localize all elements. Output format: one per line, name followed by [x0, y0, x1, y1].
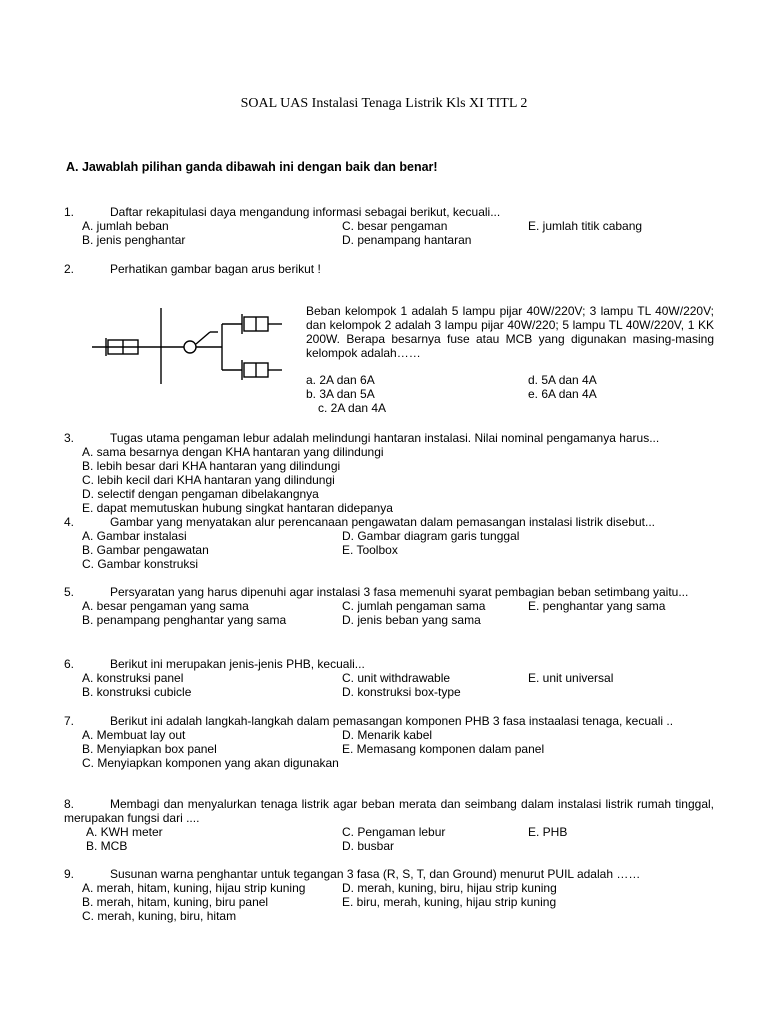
option-d: D. jenis beban yang sama [342, 613, 481, 627]
question-number: 2. [64, 262, 75, 276]
option-d: D. merah, kuning, biru, hijau strip kuning [342, 881, 557, 895]
question-3 [64, 431, 714, 515]
circuit-diagram [86, 300, 286, 390]
option-c: C. lebih kecil dari KHA hantaran yang dilindungi [82, 473, 335, 487]
option-a: A. sama besarnya dengan KHA hantaran yang dilindungi [82, 445, 384, 459]
option-e: E. dapat memutuskan hubung singkat hantaran didepanya [82, 501, 393, 515]
question-2-description: Beban kelompok 1 adalah 5 lampu pijar 40W/220V; 3 lampu TL 40W/220V; dan kelompok 2 adalah 3 lampu pijar 40W/220; 5 lampu TL 40W/220V, 1 KK 200W. Berapa besarnya fuse atau MCB yang digunakan masing-masing kelompok adalah…… [306, 304, 714, 360]
question-number: 8. [64, 797, 75, 811]
option-e: E. Toolbox [342, 543, 398, 557]
option-e: e. 6A dan 4A [528, 387, 597, 401]
option-a: A. merah, hitam, kuning, hijau strip kuning [82, 881, 306, 895]
option-a: A. jumlah beban [82, 219, 169, 233]
question-6 [64, 657, 714, 699]
question-9 [64, 867, 714, 923]
question-number: 5. [64, 585, 75, 599]
option-b: B. merah, hitam, kuning, biru panel [82, 895, 269, 909]
option-b: B. konstruksi cubicle [82, 685, 192, 699]
option-b: B. lebih besar dari KHA hantaran yang dilindungi [82, 459, 341, 473]
option-b: b. 3A dan 5A [306, 387, 375, 401]
question-8 [64, 797, 714, 853]
option-e: E. unit universal [528, 671, 614, 685]
question-text: Berikut ini adalah langkah-langkah dalam pemasangan komponen PHB 3 fasa instaalasi tenaga, kecuali .. [110, 714, 674, 728]
question-text: Berikut ini merupakan jenis-jenis PHB, kecuali... [110, 657, 365, 671]
option-e: E. penghantar yang sama [528, 599, 666, 613]
question-number: 7. [64, 714, 75, 728]
option-e: E. PHB [528, 825, 568, 839]
question-number: 3. [64, 431, 75, 445]
question-text: Susunan warna penghantar untuk tegangan 3 fasa (R, S, T, dan Ground) menurut PUIL adalah …… [110, 867, 641, 881]
option-c: C. Pengaman lebur [342, 825, 446, 839]
question-2-options [306, 374, 716, 416]
option-e: E. biru, merah, kuning, hijau strip kuning [342, 895, 557, 909]
option-c: C. merah, kuning, biru, hitam [82, 909, 237, 923]
question-number: 4. [64, 515, 75, 529]
question-2 [64, 262, 714, 276]
option-b: B. Gambar pengawatan [82, 543, 209, 557]
option-c: C. jumlah pengaman sama [342, 599, 486, 613]
question-text: Membagi dan menyalurkan tenaga listrik agar beban merata dan seimbang dalam instalasi listrik rumah tinggal, merupakan fungsi dari .... [64, 797, 714, 825]
option-c: C. Menyiapkan komponen yang akan digunakan [82, 756, 339, 770]
option-d: D. busbar [342, 839, 395, 853]
question-number: 6. [64, 657, 75, 671]
question-text: Persyaratan yang harus dipenuhi agar instalasi 3 fasa memenuhi syarat pembagian beban setimbang yaitu... [110, 585, 689, 599]
option-a: A. Gambar instalasi [82, 529, 187, 543]
question-text: Gambar yang menyatakan alur perencanaan pengawatan dalam pemasangan instalasi listrik disebut... [110, 515, 655, 529]
option-b: B. MCB [86, 839, 128, 853]
question-text: Tugas utama pengaman lebur adalah melindungi hantaran instalasi. Nilai nominal pengamanya harus... [110, 431, 660, 445]
section-heading: A. Jawablah pilihan ganda dibawah ini dengan baik dan benar! [66, 160, 438, 174]
question-text: Daftar rekapitulasi daya mengandung informasi sebagai berikut, kecuali... [110, 205, 501, 219]
option-d: D. penampang hantaran [342, 233, 472, 247]
option-b: B. penampang penghantar yang sama [82, 613, 287, 627]
option-e: E. jumlah titik cabang [528, 219, 643, 233]
option-c: C. unit withdrawable [342, 671, 451, 685]
option-d: d. 5A dan 4A [528, 373, 597, 387]
question-1 [64, 205, 714, 247]
option-a: a. 2A dan 6A [306, 373, 375, 387]
page-title: SOAL UAS Instalasi Tenaga Listrik Kls XI TITL 2 [240, 96, 528, 111]
option-d: D. Menarik kabel [342, 728, 433, 742]
option-c: c. 2A dan 4A [318, 401, 387, 415]
question-7 [64, 714, 714, 770]
question-text: Perhatikan gambar bagan arus berikut ! [110, 262, 321, 276]
option-d: D. selectif dengan pengaman dibelakangnya [82, 487, 319, 501]
option-a: A. besar pengaman yang sama [82, 599, 249, 613]
question-number: 1. [64, 205, 75, 219]
option-b: B. Menyiapkan box panel [82, 742, 217, 756]
option-c: C. besar pengaman [342, 219, 448, 233]
option-a: A. Membuat lay out [82, 728, 186, 742]
option-e: E. Memasang komponen dalam panel [342, 742, 545, 756]
question-number: 9. [64, 867, 75, 881]
option-a: A. konstruksi panel [82, 671, 184, 685]
option-a: A. KWH meter [86, 825, 163, 839]
question-5 [64, 585, 714, 627]
option-d: D. Gambar diagram garis tunggal [342, 529, 520, 543]
question-4 [64, 515, 714, 571]
option-d: D. konstruksi box-type [342, 685, 461, 699]
option-c: C. Gambar konstruksi [82, 557, 199, 571]
option-b: B. jenis penghantar [82, 233, 186, 247]
